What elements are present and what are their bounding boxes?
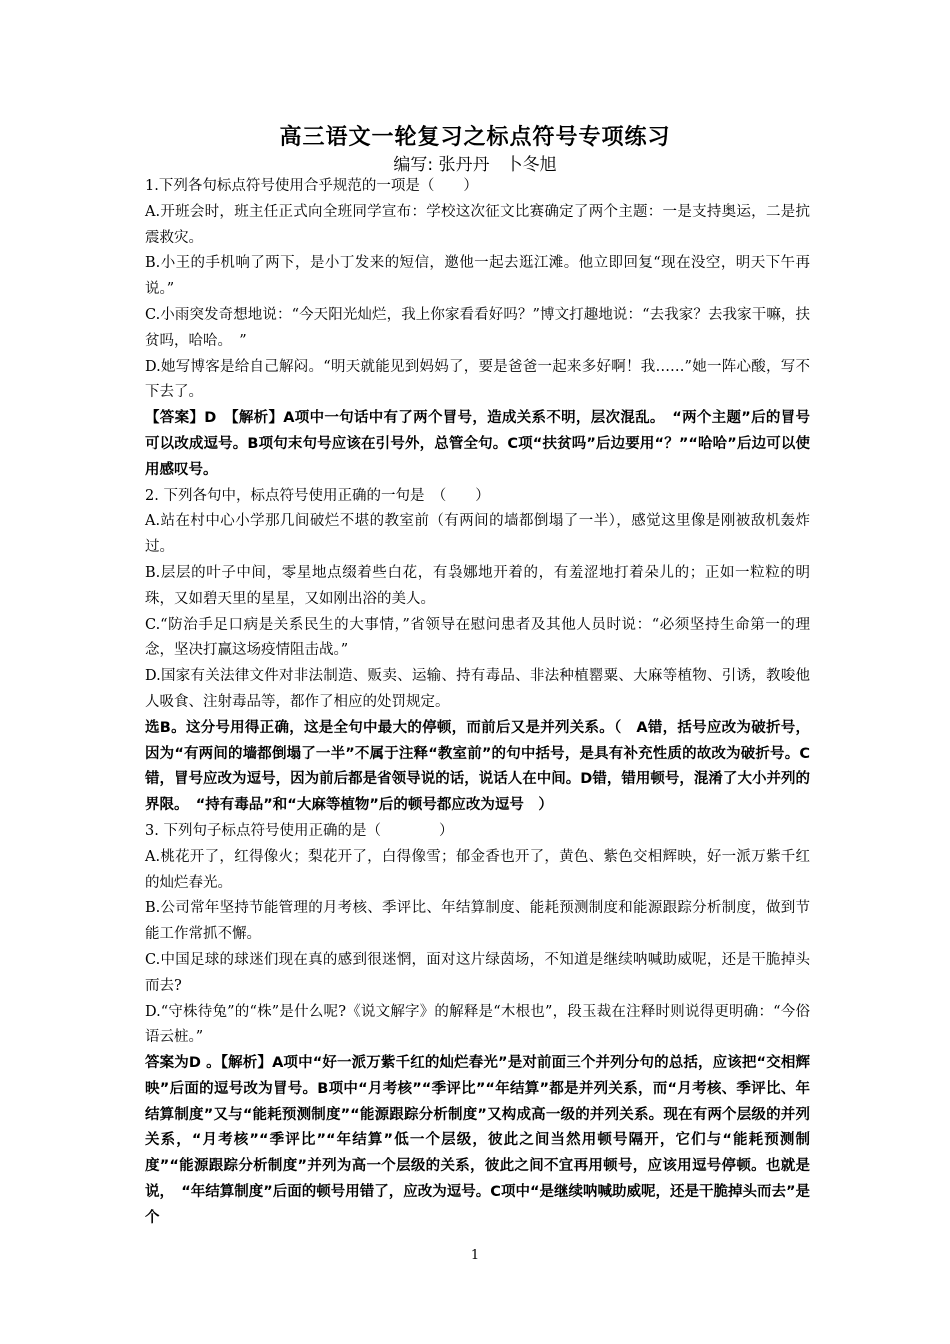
paragraph: C.“防治手足口病是关系民生的大事情，”省领导在慰问患者及其他人员时说：“必须坚持生命第一的理念，坚决打赢这场疫情阻击战。” <box>145 616 810 659</box>
paragraph: A.开班会时，班主任正式向全班同学宣布：学校这次征文比赛确定了两个主题：一是支持奥运，二是抗震救灾。 <box>145 203 810 246</box>
page-number: 1 <box>470 1248 480 1263</box>
paragraph: 1.下列各句标点符号使用合乎规范的一项是（ ） <box>145 178 478 194</box>
document-author: 编写: 张丹丹 卜冬旭 <box>393 155 557 175</box>
paragraph: D.“守株待兔”的“株”是什么呢?《说文解字》的解释是“木根也”，段玉裁在注释时则说得更明确：“今俗语云桩。” <box>145 1003 810 1046</box>
paragraph: C.中国足球的球迷们现在真的感到很迷惘，面对这片绿茵场，不知道是继续呐喊助威呢，还是干脆掉头而去? <box>145 951 810 994</box>
paragraph: A.桃花开了，红得像火；梨花开了，白得像雪；郁金香也开了，黄色、紫色交相辉映，好一派万紫千红的灿烂春光。 <box>145 848 810 891</box>
paragraph: D.她写博客是给自己解闷。“明天就能见到妈妈了，要是爸爸一起来多好啊！我……”她一阵心酸，写不下去了。 <box>145 358 810 401</box>
paragraph: C.小雨突发奇想地说：“今天阳光灿烂，我上你家看看好吗？”博文打趣地说：“去我家？去我家干嘛，扶贫吗，哈哈。 ” <box>145 306 810 349</box>
paragraph: B.公司常年坚持节能管理的月考核、季评比、年结算制度、能耗预测制度和能源跟踪分析制度，做到节能工作常抓不懈。 <box>145 900 810 943</box>
paragraph: 2. 下列各句中，标点符号使用正确的一句是 （ ） <box>145 487 490 504</box>
paragraph: B.层层的叶子中间，零星地点缀着些白花，有袅娜地开着的，有羞涩地打着朵儿的；正如一粒粒的明珠，又如碧天里的星星，又如刚出浴的美人。 <box>145 564 810 607</box>
document-body <box>145 174 810 1232</box>
paragraph: A.站在村中心小学那几间破烂不堪的教室前（有两间的墙都倒塌了一半），感觉这里像是刚被敌机轰炸过。 <box>145 513 810 556</box>
paragraph: B.小王的手机响了两下，是小丁发来的短信，邀他一起去逛江滩。他立即回复“现在没空，明天下午再说。” <box>145 255 810 298</box>
paragraph: 3. 下列句子标点符号使用正确的是（ ） <box>145 822 454 839</box>
paragraph: D.国家有关法律文件对非法制造、贩卖、运输、持有毒品、非法种植罂粟、大麻等植物、引诱，教唆他人吸食、注射毒品等，都作了相应的处罚规定。 <box>145 668 810 710</box>
answer-paragraph: 选B。这分号用得正确，这是全句中最大的停顿，而前后又是并列关系。（ A错，括号应改为破折号，因为“有两间的墙都倒塌了一半”不属于注释“教室前”的句中括号，是具有补充性质的故改为破折号。C错，冒号应改为逗号，因为前后都是省领导说的话，说话人在中间。D错，错用顿号，混淆了大小并列的界限。 “持有毒品”和“大麻等植物”后的顿号都应改为逗号 ） <box>145 719 810 814</box>
answer-paragraph: 答案为D 。【解析】A项中“好一派万紫千红的灿烂春光”是对前面三个并列分句的总括，应该把“交相辉映”后面的逗号改为冒号。B项中“月考核”“季评比”“年结算”都是并列关系，而“月考核、季评比、年结算制度”又与“能耗预测制度”“能源跟踪分析制度”又构成高一级的并列关系。现在有两个层级的并列关系，“月考核”“季评比”“年结算”低一个层级，彼此之间当然用顿号隔开，它们与“能耗预测制度”“能源跟踪分析制度”并列为高一个层级的关系，彼此之间不宜再用顿号，应该用逗号停顿。也就是说， “年结算制度”后面的顿号用错了，应改为逗号。C项中“是继续呐喊助威呢，还是干脆掉头而去”是个 <box>145 1055 811 1226</box>
document-title: 高三语文一轮复习之标点符号专项练习 <box>279 125 671 150</box>
answer-paragraph: 【答案】D 【解析】A项中一句话中有了两个冒号，造成关系不明，层次混乱。 “两个主题”后的冒号可以改成逗号。B项句末句号应该在引号外，总管全句。C项“扶贫吗”后边要用“？”“哈哈”后边可以使用感叹号。 <box>145 410 810 478</box>
